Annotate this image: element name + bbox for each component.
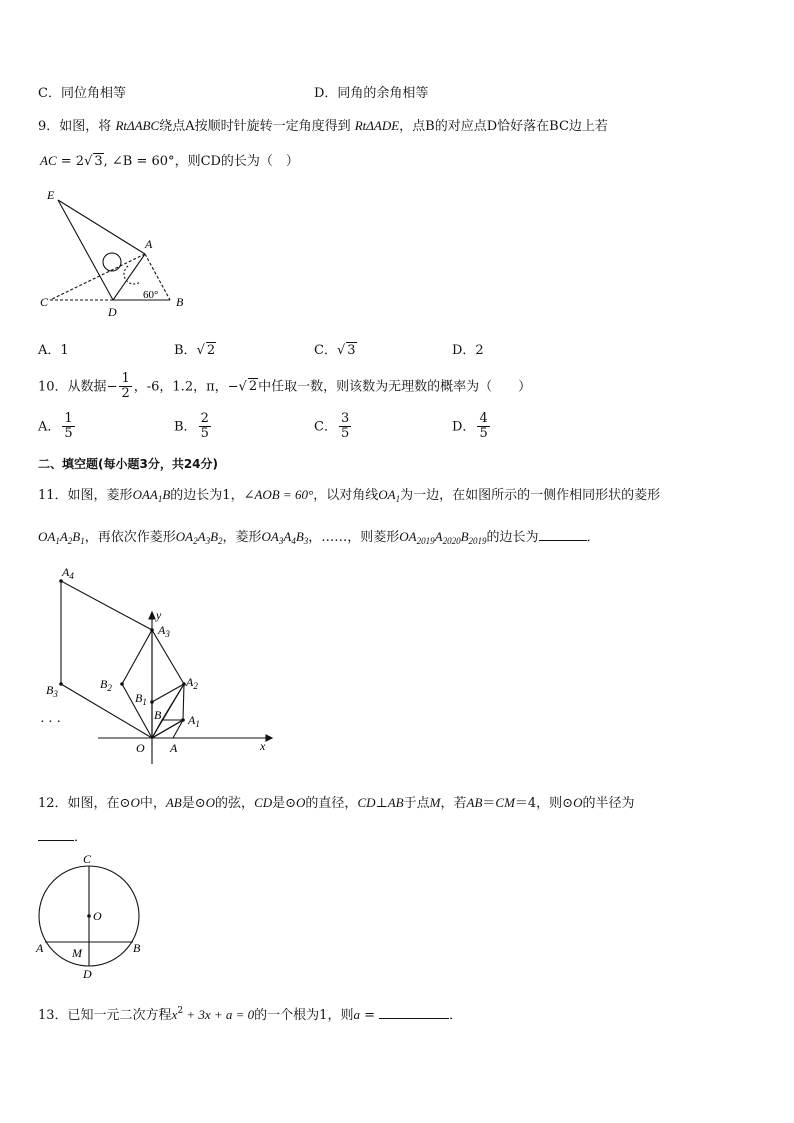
sqrt-icon: √ [196, 343, 205, 358]
q10-option-num: 2 [200, 411, 209, 426]
q12-symbol: CM [495, 795, 515, 810]
q11-angle: ∠AOB = 60° [243, 487, 314, 502]
q11-text: ，……，则菱形 [308, 530, 400, 545]
q11-point [150, 628, 154, 632]
q12-text: ＝ [482, 796, 496, 811]
q12-text: 如图，在⊙ [67, 796, 131, 811]
q11-rhombus: A [283, 529, 292, 544]
q13-text: 已知一元二次方程 [67, 1008, 172, 1023]
q11-subscript: 1 [80, 536, 85, 546]
q10-option-d [452, 412, 492, 442]
q10-option-den: 5 [479, 426, 488, 442]
q8-option-c: C．同位角相等 [38, 86, 126, 101]
q11-subscript: 2 [218, 536, 223, 546]
q11-x-arrow-icon [266, 735, 272, 741]
q10-option-den: 5 [340, 426, 350, 442]
q10-option-den: 5 [200, 426, 209, 442]
q12-label-c: C [83, 852, 92, 866]
q9-text: 绕点A按顺时针旋转一定角度得到 [159, 119, 351, 134]
q12-answer-blank[interactable] [38, 828, 74, 841]
q12-stem-line2 [38, 826, 87, 845]
q10-option-b [174, 412, 213, 442]
q10-option-den: 5 [64, 426, 73, 442]
q11-rhombus: OA [261, 529, 279, 544]
q10-option-label: A． [38, 419, 61, 435]
q12-text: 的直径， [305, 796, 358, 811]
q13-equals: = [359, 1008, 380, 1023]
q9-option-c [314, 339, 357, 358]
q9-triangle-ade: RtΔADE [354, 118, 400, 133]
q12-text: 是⊙ [272, 796, 297, 811]
q12-symbol: CD [254, 795, 273, 810]
q10-neg-sign: − [106, 379, 118, 395]
q12-text: 是⊙ [181, 796, 206, 811]
q11-rhombus: B [162, 487, 171, 502]
q10-option-a [38, 412, 77, 442]
q11-rhombus: A [434, 529, 443, 544]
q11-number: 11． [38, 488, 68, 503]
q12-stem-line1 [38, 792, 634, 811]
q13-text: ． [449, 1008, 463, 1023]
q9-line-ed [58, 200, 113, 300]
section-heading: 二、填空题(每小题3分，共24分) [38, 457, 219, 471]
q11-label-b2: $B_2$ [100, 677, 112, 693]
q9-label-b: B [176, 295, 184, 309]
q11-text: 的边长为 [486, 530, 539, 545]
q11-answer-blank[interactable] [539, 528, 587, 541]
q10-number: 10． [38, 379, 68, 395]
q11-label-a1: $A_1$ [188, 713, 200, 729]
q9-angle-arc [124, 266, 140, 284]
q11-subscript: 2019 [416, 536, 435, 546]
q11-y-arrow-icon [149, 612, 155, 619]
q9-label-e: E [47, 188, 55, 202]
q9-stem-line2 [40, 150, 299, 169]
q11-rhombus: OA [38, 529, 56, 544]
q10-fraction [119, 372, 131, 402]
q9-option-b-label: B． [174, 343, 197, 358]
q11-point [59, 682, 63, 686]
q13-answer-blank[interactable] [379, 1006, 449, 1019]
q10-text: 中任取一数，则该数为无理数的概率为（ ） [258, 379, 532, 395]
q11-label-a: A [170, 741, 178, 755]
q11-rhombus: OA [175, 529, 194, 544]
q12-symbol: AB [466, 795, 483, 810]
q11-rhombus: B [295, 529, 304, 544]
q9-cond-angle: , ∠B = 60° [103, 154, 175, 169]
q11-diagonal: OA [378, 487, 396, 502]
q10-option-c [314, 412, 353, 442]
q9-cond-ac: AC [40, 153, 57, 168]
q9-cond-radicand: 3 [94, 154, 103, 169]
q11-text: ，菱形 [222, 530, 262, 545]
q11-rhombus-2 [122, 630, 184, 738]
q11-subscript: 2 [67, 536, 73, 546]
q11-label-a4: $A_4$ [62, 565, 74, 581]
q9-option-c-radicand: 3 [347, 343, 356, 358]
q10-stem [38, 372, 531, 402]
q11-label-b3: $B_3$ [46, 683, 58, 699]
q13-exponent: 2 [177, 1006, 184, 1016]
q12-center-point [87, 914, 91, 918]
sqrt-icon: √ [238, 379, 247, 395]
q11-label-b: B [154, 708, 162, 722]
q11-rhombus: B [72, 529, 81, 544]
q9-text: ，点B的对应点D恰好落在BC边上若 [399, 119, 608, 134]
q12-text: ． [74, 830, 88, 845]
q13-variable: a [353, 1007, 360, 1022]
q8-option-d: D．同角的余角相等 [314, 86, 429, 101]
q11-subscript: 1 [395, 494, 401, 504]
q12-symbol: O [130, 795, 140, 810]
q11-label-o: O [136, 741, 145, 755]
q11-rhombus: OA [399, 529, 417, 544]
q9-text: ，则CD的长为（ ） [174, 154, 299, 169]
q9-label-c: C [40, 295, 49, 309]
q10-list: ，-6，1.2，π， [133, 379, 228, 395]
q11-label-b1: $B_1$ [135, 691, 147, 707]
q9-option-b [174, 339, 216, 358]
q9-option-c-label: C． [314, 343, 337, 358]
q10-option-label: B． [174, 419, 197, 435]
q11-rhombus: B [210, 529, 219, 544]
q12-text: ＝4，则⊙ [514, 796, 574, 811]
q11-text: 为一边，在如图所示的一侧作相同形状的菱形 [400, 488, 661, 503]
q11-text: 如图，菱形 [67, 488, 133, 503]
q11-text: ，以对角线 [313, 488, 379, 503]
q10-text: 从数据 [67, 379, 107, 395]
q10-frac-num: 1 [121, 371, 130, 386]
q11-label-a2: $A_2$ [186, 675, 198, 691]
q9-angle-label: 60° [143, 289, 159, 301]
q9-label-a: A [145, 237, 153, 251]
q12-label-m: M [72, 946, 82, 960]
q11-rhombus: A [59, 529, 68, 544]
q12-symbol: ⊥ [375, 796, 388, 811]
q10-option-num: 4 [479, 411, 488, 426]
q10-radicand: 2 [248, 379, 258, 395]
q11-text: ，再依次作菱形 [84, 530, 176, 545]
q9-text: 如图，将 [59, 119, 112, 134]
q13-equation: x [171, 1007, 178, 1022]
q11-point [181, 718, 185, 722]
sqrt-icon: √ [336, 343, 346, 358]
q9-cond-eq: = 2 [56, 154, 85, 169]
q12-text: 于点 [403, 796, 430, 811]
q9-label-d: D [108, 305, 117, 319]
q12-label-d: D [83, 967, 92, 981]
q11-subscript: 2019 [468, 536, 487, 546]
q9-option-b-radicand: 2 [206, 343, 216, 358]
q11-subscript: 3 [303, 536, 309, 546]
q9-number: 9． [38, 119, 60, 134]
q12-number: 12． [38, 796, 68, 811]
q12-symbol: O [573, 795, 583, 810]
q11-stem-line1 [38, 484, 660, 504]
sqrt-icon: √ [84, 154, 93, 169]
q11-point [59, 579, 63, 583]
q11-subscript: 3 [205, 536, 211, 546]
q12-symbol: AB [165, 795, 182, 810]
q10-option-label: C． [314, 419, 337, 435]
q12-label-o: O [93, 909, 102, 923]
q10-frac-den: 2 [121, 386, 130, 402]
q11-subscript: 1 [55, 536, 60, 546]
q11-subscript: 2020 [442, 536, 461, 546]
q11-label-a3: $A_3$ [158, 623, 170, 639]
q11-text: 的边长为1， [170, 488, 244, 503]
q11-label-x: x [260, 739, 266, 753]
q13-equation: + 3x + a = 0 [183, 1007, 255, 1022]
q11-point [150, 700, 154, 704]
q9-option-a: A．1 [38, 343, 69, 358]
q12-symbol: AB [387, 795, 404, 810]
q11-figure [38, 564, 278, 769]
q9-figure [30, 182, 200, 322]
q11-rhombus: B [460, 529, 469, 544]
q12-label-a: A [36, 941, 44, 955]
q12-symbol: O [296, 795, 306, 810]
q9-option-d: D．2 [452, 343, 484, 358]
q12-symbol: CD [357, 795, 376, 810]
q12-label-b: B [133, 941, 141, 955]
q12-text: 的弦， [215, 796, 255, 811]
q10-option-num: 1 [64, 411, 73, 426]
q12-symbol: O [205, 795, 216, 810]
q11-text: ． [586, 530, 600, 545]
q11-stem-line2 [38, 526, 600, 546]
q12-figure [30, 848, 160, 983]
q11-subscript: 2 [193, 536, 198, 546]
q12-text: ，若 [440, 796, 467, 811]
q11-label-y: y [156, 608, 162, 622]
q11-point [120, 682, 124, 686]
q12-text: 中， [139, 796, 166, 811]
q9-line-ea [58, 200, 145, 254]
q9-right-angle-mark [103, 253, 121, 271]
q9-line-ad [113, 254, 145, 300]
q12-symbol: M [429, 795, 441, 810]
q13-number: 13． [38, 1008, 68, 1023]
q9-triangle-abc: RtΔABC [115, 118, 160, 133]
q11-rhombus: OAA [132, 487, 158, 502]
q12-text: 的半径为 [582, 796, 635, 811]
q11-subscript: 1 [157, 494, 163, 504]
q11-segment [162, 684, 184, 720]
q11-rhombus: A [197, 529, 206, 544]
q10-neg-sign: − [227, 379, 239, 395]
q9-stem-line1 [38, 115, 608, 134]
q11-subscript: 4 [291, 536, 296, 546]
q13-stem [38, 1004, 462, 1023]
q11-subscript: 3 [278, 536, 284, 546]
q11-ellipsis: · · · [40, 715, 61, 730]
q10-option-label: D． [452, 419, 476, 435]
q10-option-num: 3 [340, 411, 350, 426]
q9-line-ac [50, 254, 145, 300]
q13-text: 的一个根为1，则 [254, 1008, 354, 1023]
